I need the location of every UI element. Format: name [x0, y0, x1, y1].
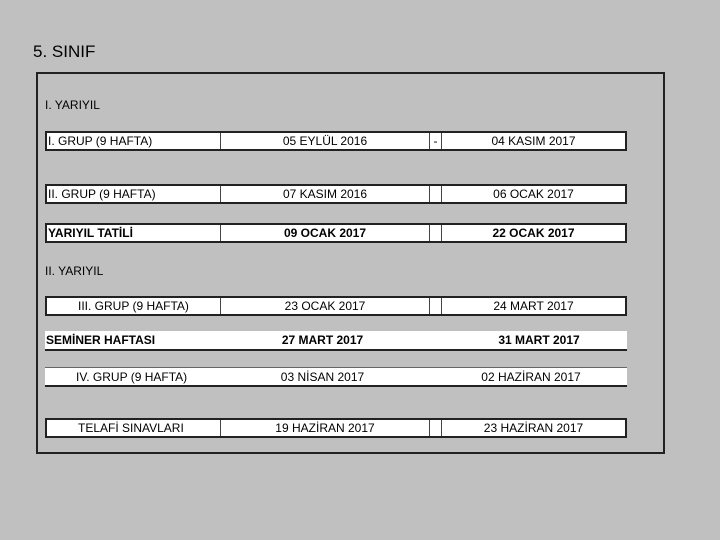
row-end-date: 02 HAZİRAN 2017	[481, 369, 581, 384]
table-row	[45, 296, 627, 316]
table-row	[45, 418, 627, 438]
row-end-date: 31 MART 2017	[498, 333, 580, 347]
row-end-date: 24 MART 2017	[441, 298, 625, 314]
table-row	[45, 184, 627, 204]
row-name: YARIYIL TATİLİ	[48, 226, 133, 240]
row-separator: -	[429, 133, 441, 149]
row-start-date: 03 NİSAN 2017	[280, 369, 365, 384]
row-end-date: 04 KASIM 2017	[441, 133, 625, 149]
row-separator	[429, 420, 441, 436]
row-name: III. GRUP (9 HAFTA)	[78, 299, 189, 313]
table-row	[45, 223, 627, 243]
schedule-panel	[36, 72, 665, 454]
row-start-date: 07 KASIM 2016	[220, 186, 429, 202]
semester-1-label: I. YARIYIL	[45, 98, 100, 112]
table-row	[45, 367, 627, 387]
row-end-date: 23 HAZİRAN 2017	[441, 420, 625, 436]
row-name: I. GRUP (9 HAFTA)	[48, 134, 153, 148]
row-separator	[429, 298, 441, 314]
table-row	[45, 331, 627, 351]
row-separator	[429, 186, 441, 202]
row-separator	[427, 368, 439, 385]
row-start-date: 05 EYLÜL 2016	[220, 133, 429, 149]
semester-2-label: II. YARIYIL	[45, 264, 104, 278]
row-name: IV. GRUP (9 HAFTA)	[76, 369, 188, 384]
row-separator	[429, 225, 441, 241]
table-row	[45, 131, 627, 151]
row-end-date: 06 OCAK 2017	[441, 186, 625, 202]
row-name: SEMİNER HAFTASI	[46, 333, 156, 347]
row-start-date: 27 MART 2017	[281, 333, 364, 347]
row-start-date: 23 OCAK 2017	[220, 298, 429, 314]
row-name: TELAFİ SINAVLARI	[78, 421, 184, 435]
row-start-date: 09 OCAK 2017	[220, 225, 429, 241]
row-start-date: 19 HAZİRAN 2017	[220, 420, 429, 436]
row-name: II. GRUP (9 HAFTA)	[48, 187, 156, 201]
row-end-date: 22 OCAK 2017	[441, 225, 625, 241]
page-title: 5. SINIF	[33, 42, 96, 61]
row-separator	[427, 331, 439, 349]
